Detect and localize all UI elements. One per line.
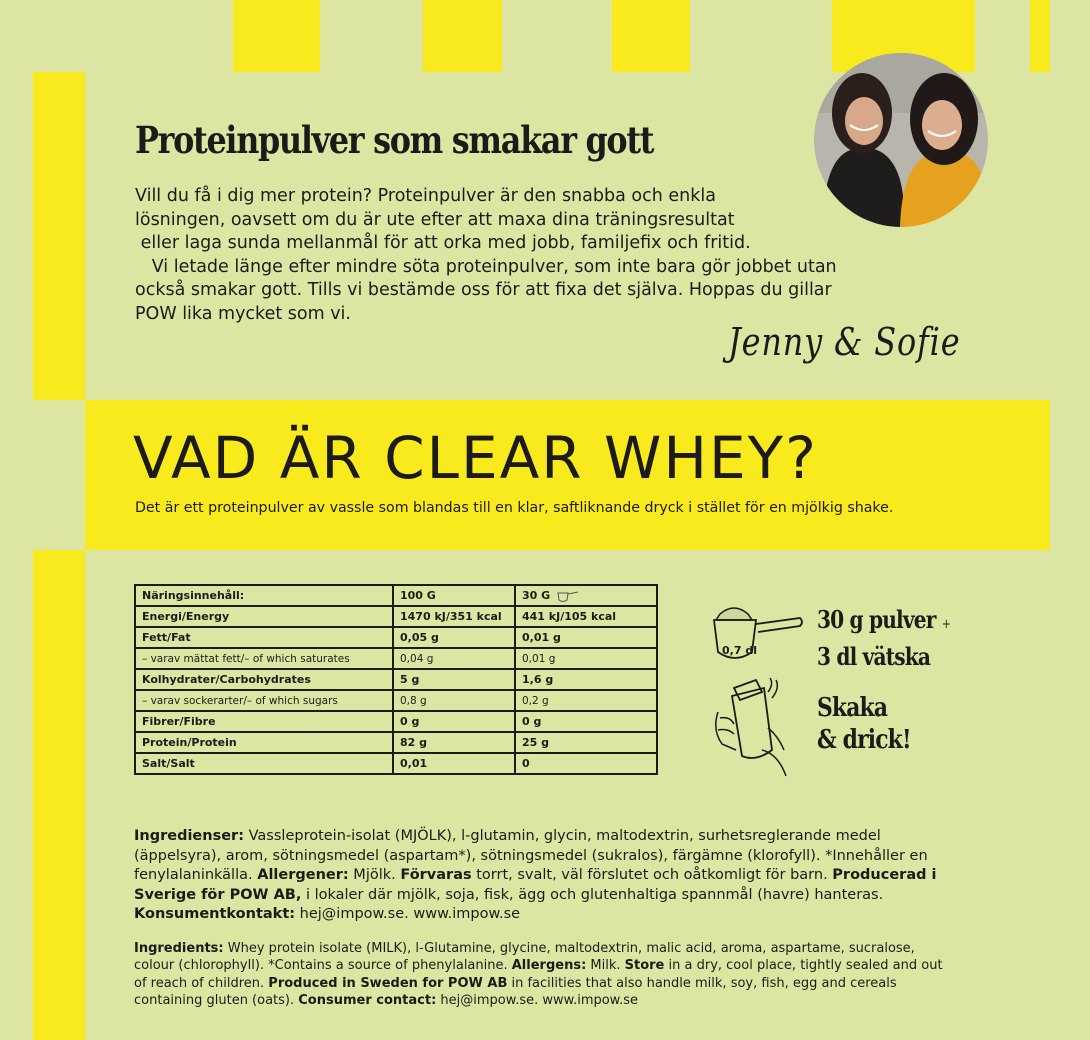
bg-stripe-top-2: [320, 0, 423, 72]
clear-whey-subtitle: Det är ett proteinpulver av vassle som blandas till en klar, saftliknande dryck i stället för en mjölkig shake.: [135, 500, 894, 516]
bg-stripe-left: [0, 0, 33, 1040]
nutrition-header-row: [135, 585, 657, 606]
ingredients-english: [134, 940, 954, 1009]
nutrition-label: Protein/Protein: [135, 732, 393, 753]
intro-text: [135, 185, 935, 326]
nutrition-row: [135, 627, 657, 648]
ingredients-swedish: [134, 827, 954, 925]
intro-paragraph-1: Vill du få i dig mer protein? Proteinpulver är den snabba och enkla lösningen, oavsett om du är ute efter att maxa dina träningsresultat eller laga sunda mellanmål för att orka med jobb, familjefix och fritid.: [135, 186, 751, 253]
ingredients-sv-text: Vassleprotein-isolat (MJÖLK), l-glutamin, glycin, maltodextrin, surhetsreglerande medel (äppelsyra), arom, sötningsmedel (aspartam*), sötningsmedel (sukralos), färgämne (klorofyll). *Innehåller en fenylalaninkälla.: [134, 828, 928, 883]
clear-whey-heading: VAD ÄR CLEAR WHEY?: [133, 424, 818, 492]
intro-title: Proteinpulver som smakar gott: [135, 118, 654, 162]
nutrition-value-30g: 0,2 g: [515, 690, 657, 711]
nutrition-label: Kolhydrater/Carbohydrates: [135, 669, 393, 690]
instruction-shake-2: & drick!: [817, 725, 911, 755]
bg-stripe-top-5: [975, 0, 1030, 72]
storage-sv-heading: Förvaras: [400, 867, 472, 883]
scoop-label: 0,7 dl: [722, 644, 757, 657]
nutrition-label: – varav mättat fett/– of which saturates: [135, 648, 393, 669]
instruction-line-1: 30 g pulver: [817, 605, 936, 634]
allergens-en-text: Milk.: [586, 958, 625, 974]
nutrition-value-30g: 0,01 g: [515, 648, 657, 669]
producer-en-text: in facilities that also handle milk, soy, fish, egg and cereals containing gluten (oats).: [134, 975, 897, 1008]
storage-en-heading: Store: [624, 958, 665, 974]
storage-en-text: in a dry, cool place, tightly sealed and out of reach of children.: [134, 958, 943, 991]
nutrition-value-100g: 0,04 g: [393, 648, 515, 669]
nutrition-value-100g: 0 g: [393, 711, 515, 732]
producer-sv-heading: Producerad i Sverige för POW AB,: [134, 867, 937, 903]
nutrition-value-100g: 0,8 g: [393, 690, 515, 711]
nutrition-value-30g: 0: [515, 753, 657, 774]
allergens-sv-heading: Allergener:: [257, 867, 349, 883]
measuring-scoop-icon: [714, 608, 802, 658]
nutrition-value-100g: 5 g: [393, 669, 515, 690]
nutrition-row: [135, 753, 657, 774]
shaker-icon: [716, 678, 786, 776]
nutrition-value-30g: 25 g: [515, 732, 657, 753]
bg-stripe-top-3: [502, 0, 612, 72]
contact-en-heading: Consumer contact:: [298, 992, 437, 1008]
nutrition-row: [135, 648, 657, 669]
nutrition-label: Salt/Salt: [135, 753, 393, 774]
nutrition-header-30g-cell: [515, 585, 657, 606]
nutrition-value-30g: 441 kJ/105 kcal: [515, 606, 657, 627]
nutrition-label: Energi/Energy: [135, 606, 393, 627]
nutrition-label: – varav sockerarter/– of which sugars: [135, 690, 393, 711]
contact-sv-heading: Konsumentkontakt:: [134, 906, 296, 922]
scoop-shaker-illustration: [712, 600, 812, 790]
nutrition-row: [135, 606, 657, 627]
producer-en-heading: Produced in Sweden for POW AB: [268, 975, 508, 991]
nutrition-label: Fett/Fat: [135, 627, 393, 648]
bg-stripe-top-4: [690, 0, 832, 72]
nutrition-value-100g: 0,05 g: [393, 627, 515, 648]
nutrition-value-100g: 0,01: [393, 753, 515, 774]
nutrition-row: [135, 690, 657, 711]
bg-stripe-right: [1050, 0, 1090, 1040]
instruction-dose: [817, 604, 950, 673]
nutrition-header-30g: 30 G: [522, 588, 551, 602]
nutrition-table: [134, 584, 658, 775]
contact-en-text: hej@impow.se. www.impow.se: [436, 992, 639, 1008]
ingredients-en-text: Whey protein isolate (MILK), l-Glutamine, glycine, maltodextrin, malic acid, aroma, aspartame, sucralose, colour (chlorophyll). *Contains a source of phenylalanine.: [134, 941, 915, 974]
nutrition-header-100g: 100 G: [393, 585, 515, 606]
contact-sv-text: hej@impow.se. www.impow.se: [295, 906, 521, 922]
nutrition-header-label: Näringsinnehåll:: [135, 585, 393, 606]
allergens-sv-text: Mjölk.: [348, 867, 401, 883]
nutrition-value-30g: 1,6 g: [515, 669, 657, 690]
nutrition-value-100g: 82 g: [393, 732, 515, 753]
instruction-shake-1: Skaka: [817, 693, 888, 723]
storage-sv-text: torrt, svalt, väl förslutet och oåtkomligt för barn.: [471, 867, 833, 883]
nutrition-row: [135, 732, 657, 753]
intro-paragraph-2: Vi letade länge efter mindre söta proteinpulver, som inte bara gör jobbet utan också smakar gott. Tills vi bestämde oss för att fixa det själva. Hoppas du gillar POW lika mycket som vi.: [135, 256, 837, 324]
nutrition-value-30g: 0 g: [515, 711, 657, 732]
founders-photo: [814, 53, 988, 227]
nutrition-label: Fibrer/Fibre: [135, 711, 393, 732]
nutrition-value-30g: 0,01 g: [515, 627, 657, 648]
nutrition-row: [135, 711, 657, 732]
scoop-icon: [556, 589, 580, 603]
instruction-shake: [817, 692, 911, 756]
producer-sv-text: i lokaler där mjölk, soja, fisk, ägg och glutenhaltiga spannmål (havre) hanteras.: [301, 886, 884, 903]
instruction-line-2: 3 dl vätska: [817, 642, 931, 671]
nutrition-value-100g: 1470 kJ/351 kcal: [393, 606, 515, 627]
ingredients-sv-heading: Ingredienser:: [134, 828, 245, 844]
bg-stripe-top-1: [33, 0, 233, 72]
ingredients-en-heading: Ingredients:: [134, 941, 224, 956]
allergens-en-heading: Allergens:: [511, 958, 587, 974]
nutrition-row: [135, 669, 657, 690]
plus-sign: +: [941, 617, 951, 632]
signature: Jenny & Sofie: [728, 320, 961, 364]
bg-stripe-mid-left: [33, 400, 85, 550]
